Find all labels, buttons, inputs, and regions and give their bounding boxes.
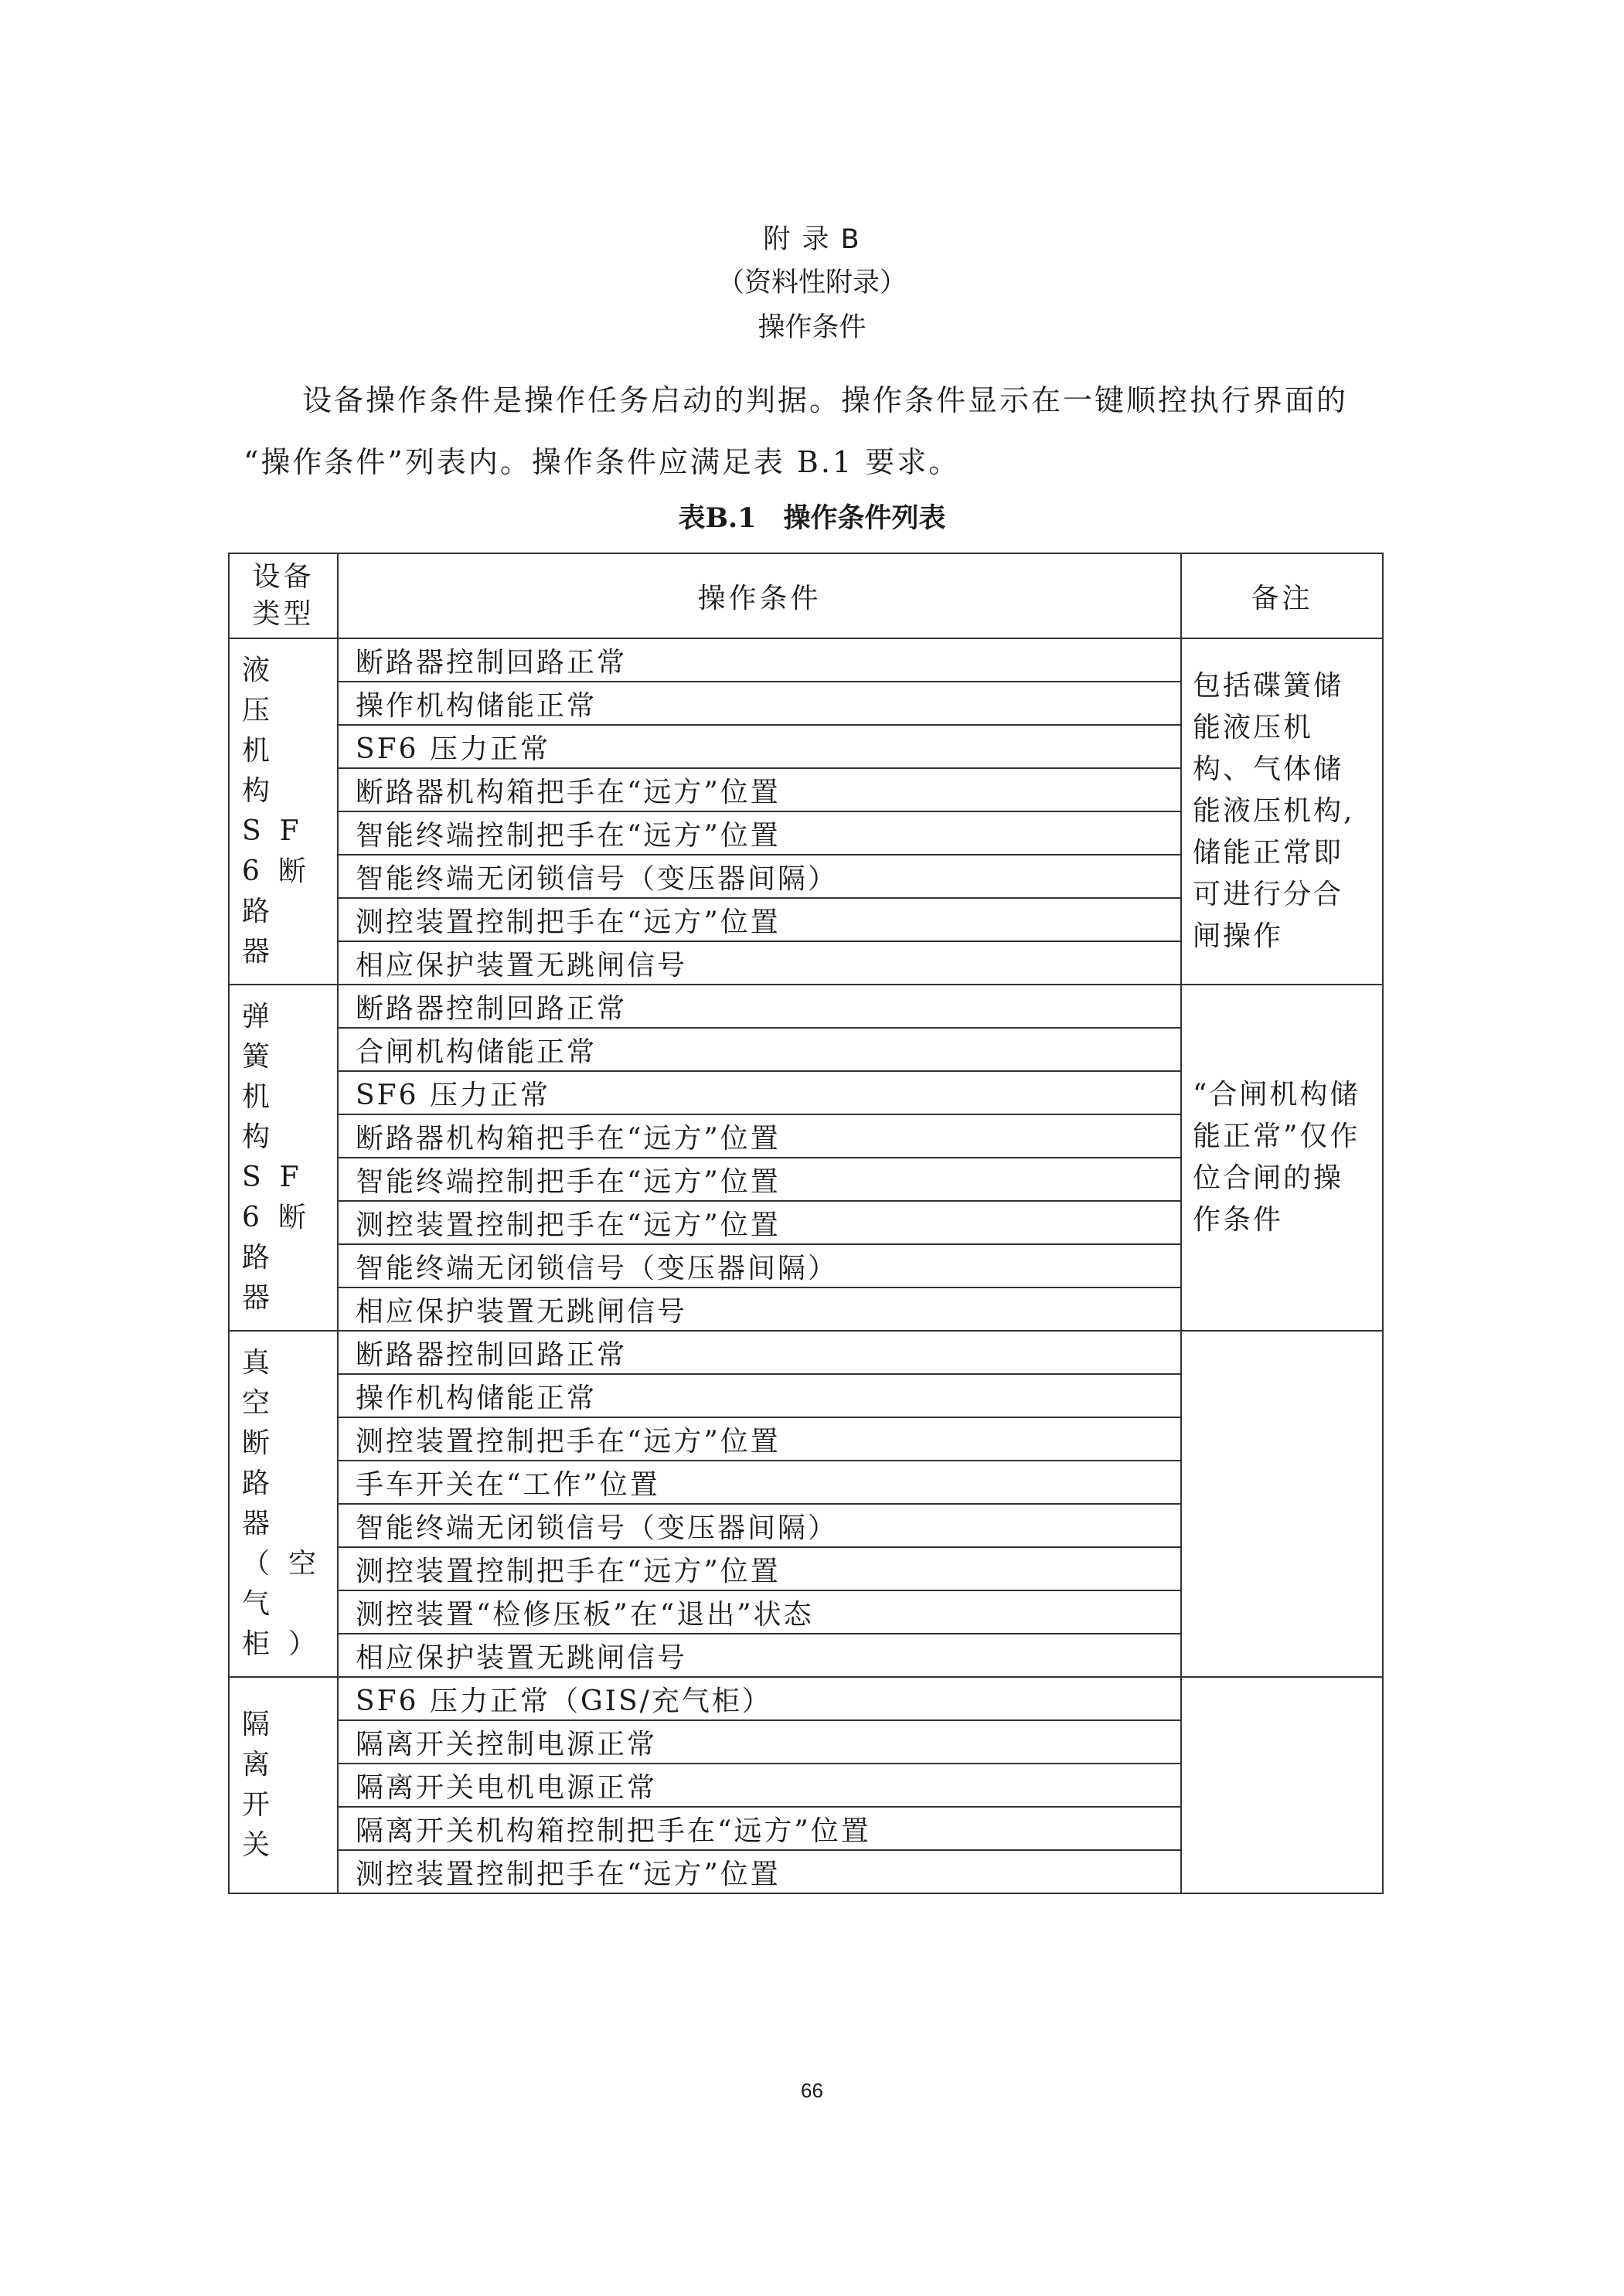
- condition-cell: 测控装置控制把手在“远方”位置: [338, 898, 1181, 941]
- paragraph-1: 设备操作条件是操作任务启动的判据。操作条件显示在一键顺控执行界面的: [302, 383, 1349, 417]
- condition-cell: 断路器机构箱把手在“远方”位置: [338, 1114, 1181, 1158]
- condition-cell: 隔离开关控制电源正常: [338, 1720, 1181, 1764]
- condition-cell: SF6 压力正常（GIS/充气柜）: [338, 1677, 1181, 1720]
- note-cell: 包括碟簧储能液压机构、气体储能液压机构,储能正常即可进行分合闸操作: [1181, 638, 1383, 985]
- appendix-title: 操作条件: [758, 312, 866, 343]
- condition-cell: 断路器控制回路正常: [338, 1331, 1181, 1374]
- condition-cell: 相应保护装置无跳闸信号: [338, 1287, 1181, 1331]
- page-number: 66: [801, 2079, 823, 2102]
- device-type-cell: [229, 638, 338, 985]
- device-type-text: 真空断路器（空气柜）: [242, 1347, 335, 1660]
- note-cell: “合闸机构储能正常”仅作位合闸的操作条件: [1181, 985, 1383, 1331]
- condition-cell: 测控装置控制把手在“远方”位置: [338, 1201, 1181, 1244]
- header-device-type: [229, 553, 338, 638]
- device-type-text: 隔离开关: [242, 1709, 289, 1861]
- device-type-cell: [229, 1677, 338, 1893]
- device-type-cell: [229, 1331, 338, 1677]
- condition-cell: SF6 压力正常: [338, 1071, 1181, 1114]
- table-caption: 表B.1 操作条件列表: [678, 502, 946, 534]
- header-condition: 操作条件: [338, 553, 1181, 638]
- condition-cell: 断路器控制回路正常: [338, 985, 1181, 1028]
- condition-cell: 智能终端无闭锁信号（变压器间隔）: [338, 1244, 1181, 1287]
- condition-cell: 断路器机构箱把手在“远方”位置: [338, 768, 1181, 811]
- condition-cell: 测控装置控制把手在“远方”位置: [338, 1417, 1181, 1461]
- paragraph-2: “操作条件”列表内。操作条件应满足表 B.1 要求。: [243, 445, 961, 479]
- condition-cell: 隔离开关机构箱控制把手在“远方”位置: [338, 1807, 1181, 1850]
- condition-cell: 断路器控制回路正常: [338, 638, 1181, 682]
- table-row: [229, 985, 1383, 1028]
- table-row: [229, 638, 1383, 682]
- condition-cell: 操作机构储能正常: [338, 682, 1181, 725]
- note-cell: [1181, 1677, 1383, 1893]
- condition-cell: 合闸机构储能正常: [338, 1028, 1181, 1071]
- condition-cell: SF6 压力正常: [338, 725, 1181, 768]
- condition-cell: 手车开关在“工作”位置: [338, 1461, 1181, 1504]
- header-note: 备注: [1181, 553, 1383, 638]
- condition-cell: 相应保护装置无跳闸信号: [338, 941, 1181, 985]
- condition-cell: 操作机构储能正常: [338, 1374, 1181, 1417]
- device-type-text: 液压机构SF6断路器: [242, 655, 325, 968]
- table-row: [229, 1331, 1383, 1374]
- condition-cell: 测控装置控制把手在“远方”位置: [338, 1547, 1181, 1590]
- operation-conditions-table: [228, 553, 1384, 1894]
- table-body: [229, 638, 1383, 1893]
- condition-cell: 相应保护装置无跳闸信号: [338, 1634, 1181, 1677]
- condition-cell: 智能终端控制把手在“远方”位置: [338, 811, 1181, 855]
- condition-cell: 测控装置控制把手在“远方”位置: [338, 1850, 1181, 1893]
- appendix-label: 附 录 B: [763, 224, 861, 255]
- header-device-type-text: 设备类型: [252, 561, 315, 630]
- table-header-row: [229, 553, 1383, 638]
- condition-cell: 测控装置“检修压板”在“退出”状态: [338, 1590, 1181, 1634]
- condition-cell: 隔离开关电机电源正常: [338, 1764, 1181, 1807]
- condition-cell: 智能终端无闭锁信号（变压器间隔）: [338, 1504, 1181, 1547]
- note-cell: [1181, 1331, 1383, 1677]
- device-type-cell: [229, 985, 338, 1331]
- appendix-note: （资料性附录）: [717, 267, 907, 298]
- device-type-text: 弹簧机构SF6断路器: [242, 1001, 325, 1314]
- condition-cell: 智能终端无闭锁信号（变压器间隔）: [338, 855, 1181, 898]
- table-row: [229, 1677, 1383, 1720]
- condition-cell: 智能终端控制把手在“远方”位置: [338, 1158, 1181, 1201]
